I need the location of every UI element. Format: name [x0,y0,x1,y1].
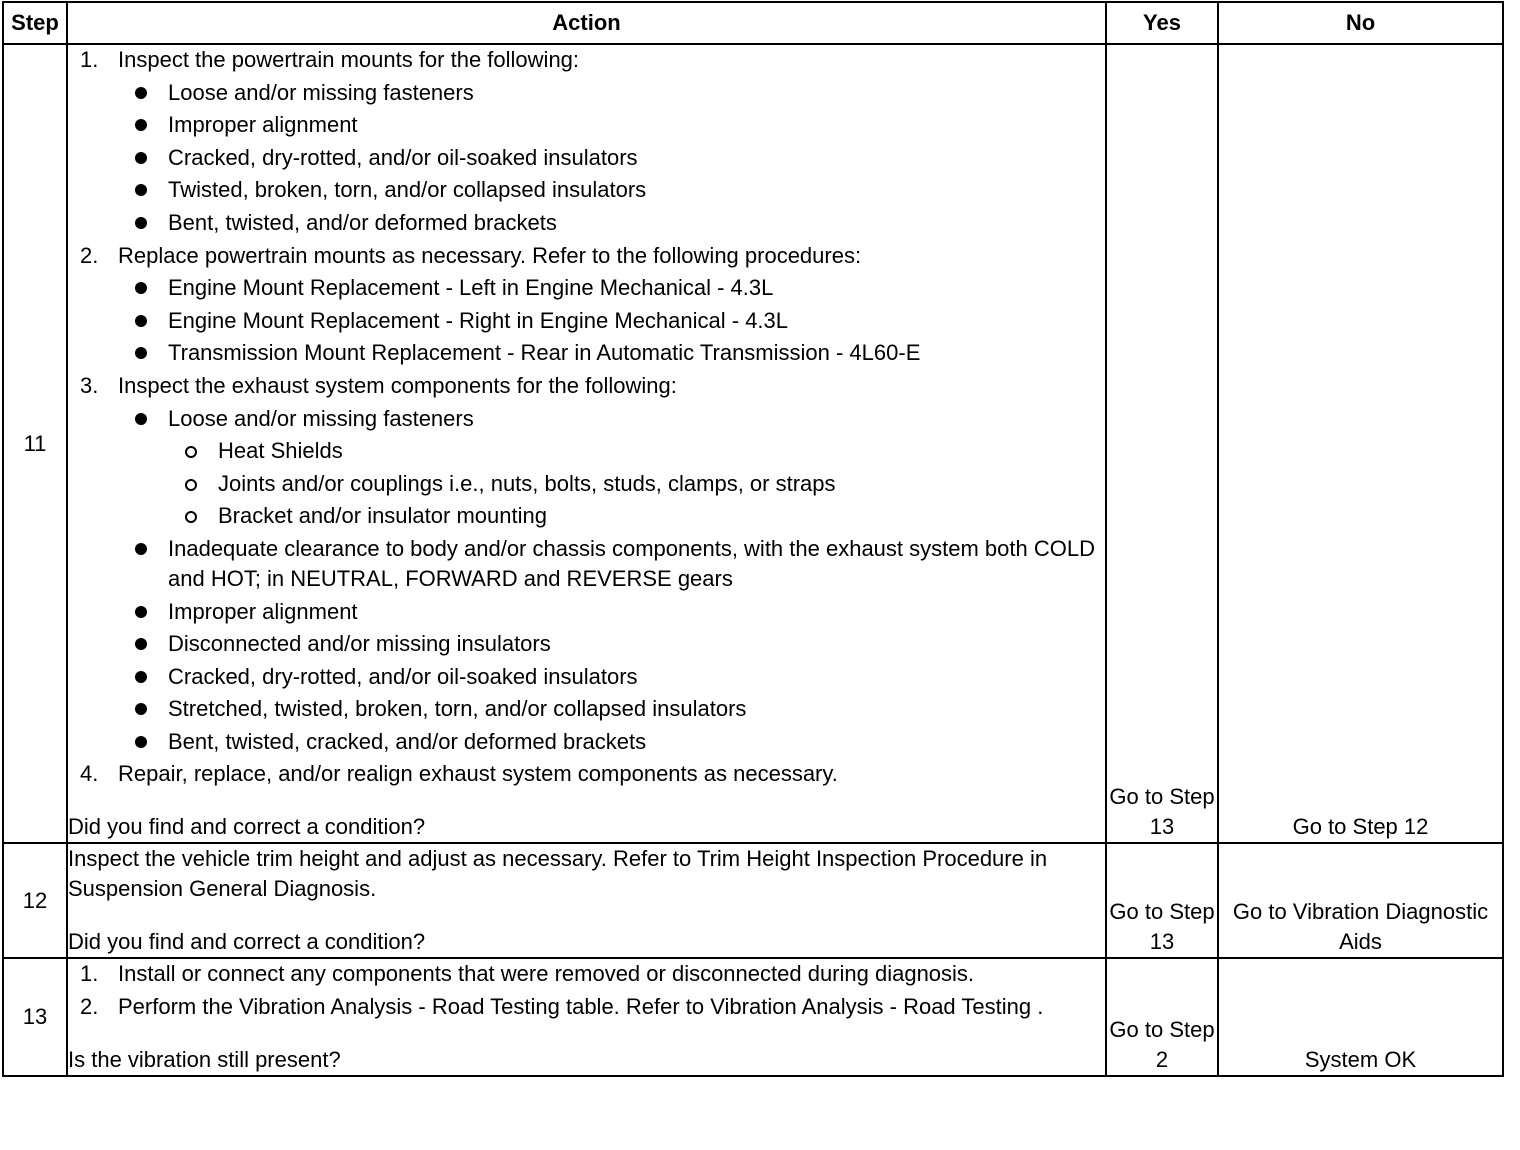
item-text: Inspect the powertrain mounts for the following: [118,47,580,72]
bullet-list [118,404,1105,757]
header-action: Action [67,2,1106,44]
header-row [3,2,1503,44]
list-item [68,992,1105,1022]
item-number: 2. [80,994,99,1020]
bullet-item: Cracked, dry-rotted, and/or oil-soaked insulators [118,143,1105,173]
header-no: No [1218,2,1503,44]
bullet-list [118,78,1105,238]
bullet-icon [135,315,147,327]
bullet-icon [135,671,147,683]
list-item [68,371,1105,757]
question-text: Did you find and correct a condition? [68,814,426,840]
item-text: Perform the Vibration Analysis - Road Testing table. Refer to Vibration Analysis - Road Testing . [118,994,1044,1020]
table-row-step-13 [3,958,1503,1076]
sub-bullet-item: Heat Shields [168,436,1105,466]
item-text: Install or connect any components that were removed or disconnected during diagnosis. [118,961,975,987]
yes-result: Go to Step 13 [1106,44,1218,843]
no-result: Go to Vibration Diagnostic Aids [1218,843,1503,958]
bullet-icon [135,87,147,99]
numbered-list [68,45,1105,789]
bullet-list [118,273,1105,368]
item-text: Inspect the exhaust system components for the following: [118,372,677,398]
item-text: Repair, replace, and/or realign exhaust system components as necessary. [118,761,838,787]
bullet-item: Improper alignment [118,110,1105,140]
action-cell [67,44,1106,843]
action-cell [67,958,1106,1076]
step-number: 13 [3,958,67,1076]
list-item [68,759,1105,789]
bullet-item: Transmission Mount Replacement - Rear in Automatic Transmission - 4L60-E [118,338,1105,368]
list-item [68,241,1105,369]
yes-result: Go to Step 13 [1106,843,1218,958]
header-step: Step [3,2,67,44]
circle-bullet-icon [185,446,197,458]
bullet-item: Improper alignment [118,597,1105,627]
bullet-icon [135,638,147,650]
item-number: 1. [80,961,99,987]
item-number: 4. [80,761,99,787]
header-yes: Yes [1106,2,1218,44]
bullet-icon [135,703,147,715]
bullet-icon [135,736,147,748]
bullet-item: Engine Mount Replacement - Left in Engine Mechanical - 4.3L [118,273,1105,303]
bullet-icon [135,282,147,294]
bullet-icon [135,543,147,555]
bullet-icon [135,347,147,359]
no-result: Go to Step 12 [1218,44,1503,843]
item-number: 1. [80,47,99,72]
list-item [68,959,1105,989]
action-text: Inspect the vehicle trim height and adjust as necessary. Refer to Trim Height Inspection Procedure in Suspension General Diagnosis. [68,846,1048,902]
action-cell [67,843,1106,958]
item-number: 3. [80,372,99,398]
yes-result: Go to Step 2 [1106,958,1218,1076]
sub-bullet-item: Bracket and/or insulator mounting [168,501,1105,531]
bullet-item: Disconnected and/or missing insulators [118,629,1105,659]
list-item [68,45,1105,238]
no-result: System OK [1218,958,1503,1076]
bullet-item: Twisted, broken, torn, and/or collapsed insulators [118,175,1105,205]
bullet-item: Bent, twisted, and/or deformed brackets [118,208,1105,238]
table-row-step-11 [3,44,1503,843]
sub-bullet-list [168,436,1105,531]
bullet-icon [135,119,147,131]
step-number: 11 [3,44,67,843]
item-text: Replace powertrain mounts as necessary. Refer to the following procedures: [118,242,862,268]
bullet-item: Cracked, dry-rotted, and/or oil-soaked insulators [118,662,1105,692]
item-number: 2. [80,242,99,268]
bullet-item: Loose and/or missing fasteners Heat Shields Joints and/or couplings i.e., nuts, bolts, studs, clamps, or straps Bracket and/or insulator mounting [118,404,1105,532]
circle-bullet-icon [185,479,197,491]
table-row-step-12 [3,843,1503,958]
step-number: 12 [3,843,67,958]
bullet-item: Engine Mount Replacement - Right in Engine Mechanical - 4.3L [118,306,1105,336]
bullet-item: Stretched, twisted, broken, torn, and/or collapsed insulators [118,694,1105,724]
bullet-icon [135,184,147,196]
diagnostic-table [2,1,1504,1077]
bullet-item: Loose and/or missing fasteners [118,78,1105,108]
numbered-list [68,959,1105,1022]
bullet-icon [135,413,147,425]
bullet-icon [135,606,147,618]
bullet-item: Inadequate clearance to body and/or chassis components, with the exhaust system both COLD and HOT; in NEUTRAL, FORWARD and REVERSE gears [118,534,1105,594]
sub-bullet-item: Joints and/or couplings i.e., nuts, bolts, studs, clamps, or straps [168,469,1105,499]
circle-bullet-icon [185,511,197,523]
bullet-item: Bent, twisted, cracked, and/or deformed brackets [118,727,1105,757]
bullet-icon [135,217,147,229]
question-text: Is the vibration still present? [68,1047,341,1073]
question-text: Did you find and correct a condition? [68,929,426,955]
bullet-icon [135,152,147,164]
